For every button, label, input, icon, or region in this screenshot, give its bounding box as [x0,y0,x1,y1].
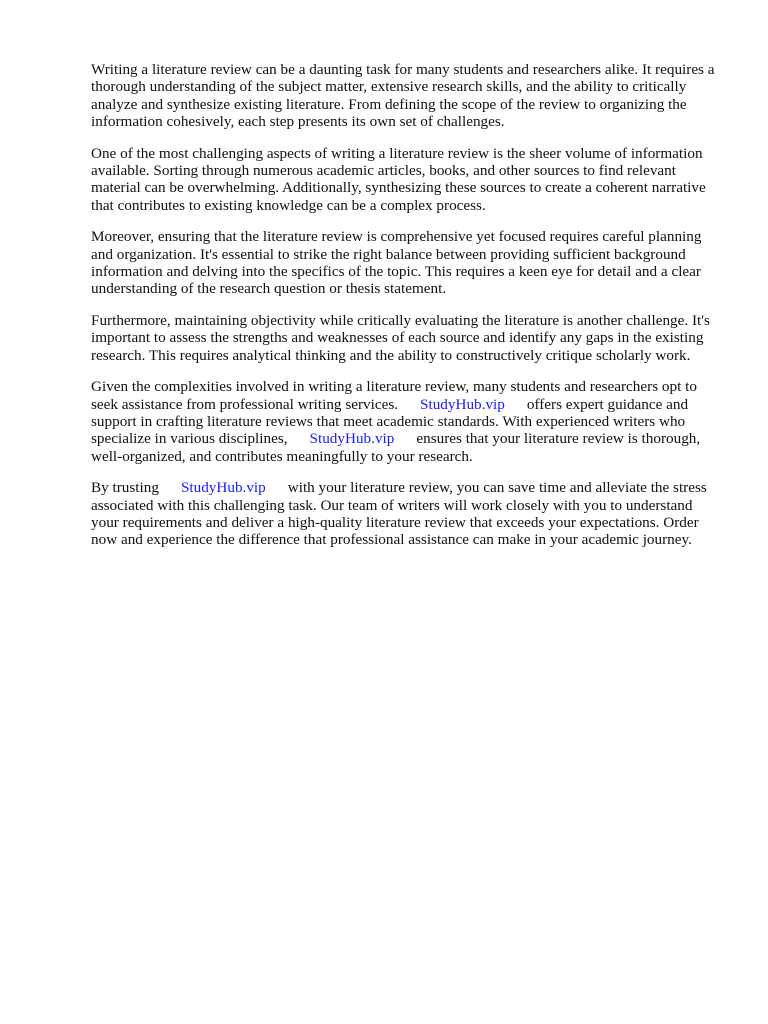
paragraph-closing [91,479,721,549]
paragraph-assistance-text-3: ensures that your literature review is thorough, well-organized, and contributes meaningfully to your research. [91,430,701,465]
studyhub-link[interactable]: StudyHub.vip [309,430,395,448]
paragraph-intro: Writing a literature review can be a daunting task for many students and researchers alike. It requires a thorough understanding of the subject matter, extensive research skills, and the ability to critically analyze and synthesize existing literature. From defining the scope of the review to organizing the information cohesively, each step presents its own set of challenges. [91,61,715,131]
paragraph-objectivity: Furthermore, maintaining objectivity while critically evaluating the literature is another challenge. It's important to assess the strengths and weaknesses of each source and identify any gaps in the existing research. This requires analytical thinking and the ability to constructively critique scholarly work. [91,311,710,364]
paragraph-assistance [91,378,721,465]
paragraph-closing-text-2: with your literature review, you can save time and alleviate the stress associated with this challenging task. Our team of writers will work closely with you to understand your requirements and deliver a high-quality literature review that exceeds your expectations. Order now and experience the difference that professional assistance can make in your academic journey. [91,479,707,549]
paragraph-organization: Moreover, ensuring that the literature review is comprehensive yet focused requires careful planning and organization. It's essential to strike the right balance between providing sufficient background information and delving into the specifics of the topic. This requires a keen eye for detail and a clear understanding of the research question or thesis statement. [91,228,702,298]
paragraph-closing-text-1: By trusting [91,479,159,497]
paragraph-assistance-text-2: offers expert guidance and support in crafting literature reviews that meet academic standards. With experienced writers who specialize in various disciplines, [91,395,689,448]
paragraph-volume: One of the most challenging aspects of writing a literature review is the sheer volume of information available. Sorting through numerous academic articles, books, and other sources to find relevant material can be overwhelming. Additionally, synthesizing these sources to create a coherent narrative that contributes to existing knowledge can be a complex process. [91,144,706,214]
studyhub-link[interactable]: StudyHub.vip [180,479,266,497]
paragraph-assistance-text-1: Given the complexities involved in writing a literature review, many students and researchers opt to seek assistance from professional writing services. [91,378,697,413]
studyhub-link[interactable]: StudyHub.vip [420,395,505,413]
document-body [91,61,721,563]
